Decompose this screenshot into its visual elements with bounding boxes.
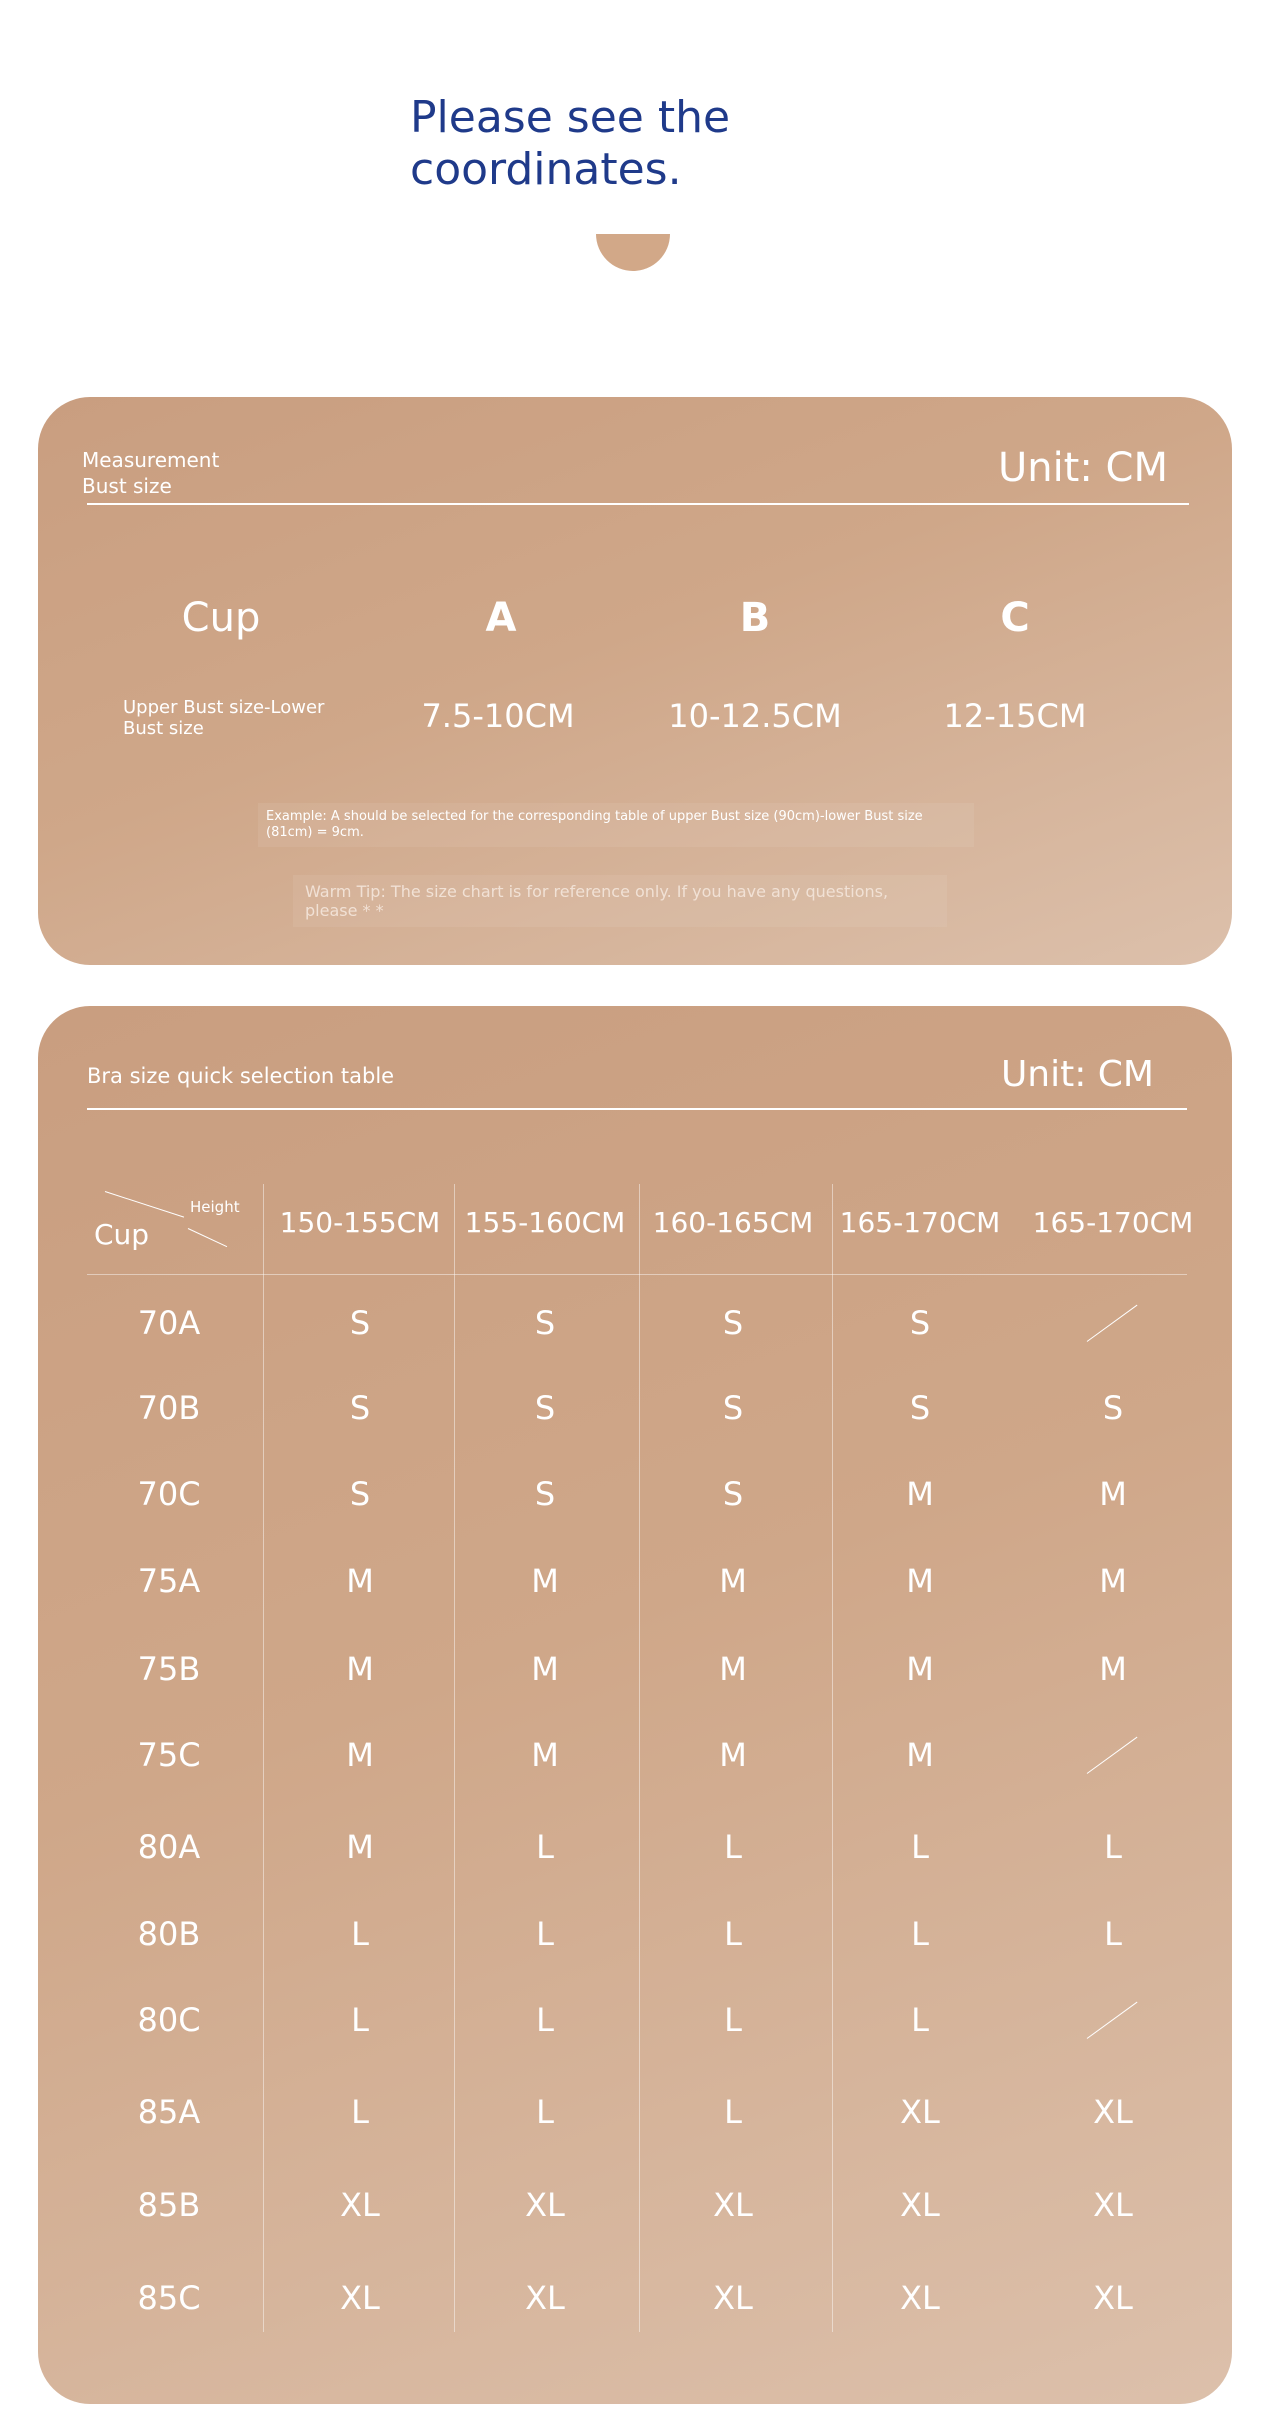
row-size-label: 75A xyxy=(137,1562,201,1600)
size-cell: L xyxy=(911,2001,929,2039)
size-cell: XL xyxy=(340,2186,380,2224)
size-cell: XL xyxy=(900,2093,940,2131)
measurement-title xyxy=(82,447,219,499)
column-divider-4 xyxy=(832,1184,833,2332)
size-cell: M xyxy=(531,1736,559,1774)
cup-label: Cup xyxy=(181,595,261,641)
quick-table-title: Bra size quick selection table xyxy=(87,1064,395,1088)
headline-line-2: coordinates. xyxy=(410,144,682,195)
size-cell: M xyxy=(719,1650,747,1688)
size-cell: M xyxy=(531,1562,559,1600)
size-cell: L xyxy=(536,2093,554,2131)
measurement-unit: Unit: CM xyxy=(997,445,1168,491)
size-cell: S xyxy=(534,1475,556,1513)
size-cell: XL xyxy=(900,2279,940,2317)
size-cell: M xyxy=(1099,1650,1127,1688)
quick-table-divider xyxy=(87,1108,1187,1110)
size-cell: XL xyxy=(525,2186,565,2224)
row-size-label: 80B xyxy=(137,1915,201,1953)
quick-table-unit: Unit: CM xyxy=(1000,1054,1154,1095)
cup-b: B xyxy=(739,595,771,641)
column-divider-1 xyxy=(263,1184,264,2332)
headline-line-1: Please see the xyxy=(410,92,731,143)
row-size-label: 85B xyxy=(137,2186,201,2224)
range-b: 10-12.5CM xyxy=(668,697,842,735)
size-cell: XL xyxy=(1093,2279,1133,2317)
not-available-mark xyxy=(1087,1305,1138,1342)
row-size-label: 70A xyxy=(137,1304,201,1342)
size-cell: M xyxy=(906,1650,934,1688)
size-cell: L xyxy=(351,1915,369,1953)
corner-diagonal-1 xyxy=(105,1191,184,1218)
measurement-card xyxy=(38,397,1232,965)
size-cell: XL xyxy=(900,2186,940,2224)
size-cell: M xyxy=(531,1650,559,1688)
size-cell: S xyxy=(1102,1389,1124,1427)
bust-difference-label: Upper Bust size-Lower Bust size xyxy=(123,697,325,739)
column-divider-2 xyxy=(454,1184,455,2332)
corner-diagonal-2 xyxy=(188,1228,227,1247)
range-a: 7.5-10CM xyxy=(421,697,575,735)
size-cell: L xyxy=(724,2093,742,2131)
size-cell: S xyxy=(722,1475,744,1513)
size-cell: XL xyxy=(713,2279,753,2317)
height-header-5: 165-170CM xyxy=(1032,1206,1194,1239)
size-cell: S xyxy=(909,1389,931,1427)
corner-cup-label: Cup xyxy=(94,1218,150,1251)
header-divider xyxy=(87,1274,1187,1275)
row-size-label: 70C xyxy=(137,1475,201,1513)
height-header-2: 155-160CM xyxy=(464,1206,626,1239)
size-cell: L xyxy=(1104,1828,1122,1866)
size-cell: L xyxy=(911,1828,929,1866)
size-cell: S xyxy=(349,1389,371,1427)
height-header-3: 160-165CM xyxy=(652,1206,814,1239)
size-cell: L xyxy=(724,1915,742,1953)
size-cell: XL xyxy=(1093,2093,1133,2131)
size-cell: XL xyxy=(713,2186,753,2224)
size-cell: M xyxy=(346,1828,374,1866)
size-cell: M xyxy=(346,1650,374,1688)
example-note: Example: A should be selected for the corresponding table of upper Bust size (90cm)-lower Bust size (81cm) = 9cm. xyxy=(258,803,974,847)
row-size-label: 80A xyxy=(137,1828,201,1866)
page-headline xyxy=(410,92,910,196)
not-available-mark xyxy=(1087,1737,1138,1774)
size-cell: XL xyxy=(1093,2186,1133,2224)
row-size-label: 75C xyxy=(137,1736,201,1774)
row-size-label: 85C xyxy=(137,2279,201,2317)
column-divider-3 xyxy=(639,1184,640,2332)
cup-c: C xyxy=(1000,595,1030,641)
height-header-4: 165-170CM xyxy=(839,1206,1001,1239)
measurement-title-line-1: Measurement xyxy=(82,448,220,472)
size-cell: M xyxy=(346,1736,374,1774)
measurement-title-line-2: Bust size xyxy=(82,474,172,498)
not-available-mark xyxy=(1087,2002,1138,2039)
size-cell: XL xyxy=(340,2279,380,2317)
size-cell: M xyxy=(346,1562,374,1600)
measurement-divider xyxy=(87,503,1189,505)
size-cell: L xyxy=(911,1915,929,1953)
size-cell: M xyxy=(906,1475,934,1513)
size-cell: S xyxy=(722,1389,744,1427)
size-cell: S xyxy=(534,1304,556,1342)
size-cell: L xyxy=(351,2001,369,2039)
row-size-label: 80C xyxy=(137,2001,201,2039)
size-cell: M xyxy=(906,1736,934,1774)
decorative-half-circle xyxy=(596,234,670,271)
cup-a: A xyxy=(485,595,517,641)
size-cell: L xyxy=(536,1828,554,1866)
size-cell: S xyxy=(349,1475,371,1513)
size-cell: S xyxy=(722,1304,744,1342)
row-size-label: 70B xyxy=(137,1389,201,1427)
size-cell: L xyxy=(724,1828,742,1866)
size-cell: XL xyxy=(525,2279,565,2317)
size-cell: M xyxy=(906,1562,934,1600)
size-cell: S xyxy=(909,1304,931,1342)
warm-tip: Warm Tip: The size chart is for reference only. If you have any questions, please * * xyxy=(293,875,947,927)
size-cell: M xyxy=(1099,1475,1127,1513)
size-cell: L xyxy=(724,2001,742,2039)
height-header-1: 150-155CM xyxy=(279,1206,441,1239)
size-cell: S xyxy=(349,1304,371,1342)
range-c: 12-15CM xyxy=(943,697,1087,735)
quick-selection-card xyxy=(38,1006,1232,2404)
size-cell: L xyxy=(536,1915,554,1953)
size-cell: L xyxy=(351,2093,369,2131)
size-cell: L xyxy=(536,2001,554,2039)
size-cell: S xyxy=(534,1389,556,1427)
size-cell: M xyxy=(719,1736,747,1774)
size-cell: M xyxy=(719,1562,747,1600)
corner-height-label: Height xyxy=(190,1198,240,1216)
row-size-label: 85A xyxy=(137,2093,201,2131)
size-cell: M xyxy=(1099,1562,1127,1600)
row-size-label: 75B xyxy=(137,1650,201,1688)
size-cell: L xyxy=(1104,1915,1122,1953)
